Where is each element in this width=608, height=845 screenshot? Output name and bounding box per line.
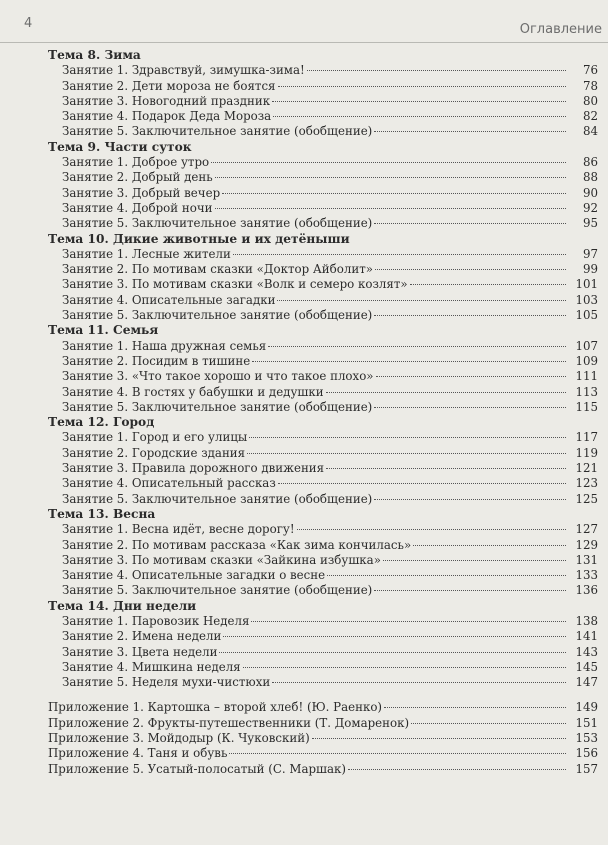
lesson-entry <box>0 538 608 553</box>
lesson-entry-title: Занятие 4. Описательные загадки <box>62 292 276 307</box>
lesson-entry-page: 86 <box>582 155 598 170</box>
lesson-entry <box>0 629 608 644</box>
appendix-entry-page: 153 <box>575 731 598 746</box>
lesson-entry-title: Занятие 2. Посидим в тишине <box>62 353 251 368</box>
lesson-entry <box>0 79 608 94</box>
lesson-entry-page: 97 <box>582 246 598 261</box>
dot-leader <box>272 101 566 102</box>
dot-leader <box>326 468 566 469</box>
appendix-entry <box>0 700 608 715</box>
lesson-entry <box>0 660 608 675</box>
dot-leader <box>374 315 566 316</box>
appendix-entry <box>0 746 608 761</box>
lesson-entry <box>0 369 608 384</box>
dot-leader <box>215 177 566 178</box>
lesson-entry-title: Занятие 5. Заключительное занятие (обобщение) <box>62 216 373 231</box>
lesson-entry-title: Занятие 1. Здравствуй, зимушка-зима! <box>62 63 305 78</box>
lesson-entry-page: 119 <box>575 445 598 460</box>
lesson-entry-page: 107 <box>575 338 598 353</box>
lesson-entry-title: Занятие 1. Весна идёт, весне дорогу! <box>62 522 295 537</box>
lesson-entry <box>0 568 608 583</box>
lesson-entry-title: Занятие 4. Описательные загадки о весне <box>62 568 326 583</box>
dot-leader <box>219 652 566 653</box>
dot-leader <box>229 753 566 754</box>
running-title: Оглавление <box>519 22 602 37</box>
topic-heading: Тема 12. Город <box>48 415 155 430</box>
lesson-entry <box>0 553 608 568</box>
lesson-entry-page: 147 <box>575 675 598 690</box>
lesson-entry <box>0 675 608 690</box>
lesson-entry-title: Занятие 5. Неделя мухи-чистюхи <box>62 675 271 690</box>
appendix-entry-title: Приложение 3. Мойдодыр (К. Чуковский) <box>48 731 310 746</box>
lesson-entry-title: Занятие 3. Новогодний праздник <box>62 93 271 108</box>
lesson-entry <box>0 63 608 78</box>
dot-leader <box>272 682 566 683</box>
dot-leader <box>233 254 566 255</box>
dot-leader <box>277 300 566 301</box>
lesson-entry-title: Занятие 1. Паровозик Неделя <box>62 613 250 628</box>
lesson-entry-title: Занятие 1. Город и его улицы <box>62 430 248 445</box>
dot-leader <box>278 86 567 87</box>
appendix-entry-title: Приложение 2. Фрукты-путешественники (Т. Домаренок) <box>48 715 410 730</box>
lesson-entry-page: 95 <box>582 216 598 231</box>
lesson-entry-title: Занятие 5. Заключительное занятие (обобщение) <box>62 124 373 139</box>
table-of-contents <box>0 48 608 777</box>
lesson-entry <box>0 109 608 124</box>
lesson-entry-title: Занятие 3. Цвета недели <box>62 644 218 659</box>
lesson-entry-page: 80 <box>582 93 598 108</box>
dot-leader <box>307 70 566 71</box>
lesson-entry <box>0 354 608 369</box>
lesson-entry-page: 129 <box>575 537 598 552</box>
lesson-entry-title: Занятие 5. Заключительное занятие (обобщение) <box>62 308 373 323</box>
lesson-entry-title: Занятие 2. По мотивам сказки «Доктор Айболит» <box>62 262 373 277</box>
lesson-entry-page: 76 <box>582 63 598 78</box>
lesson-entry-page: 101 <box>575 277 598 292</box>
dot-leader <box>384 707 566 708</box>
dot-leader <box>252 361 566 362</box>
lesson-entry-title: Занятие 5. Заключительное занятие (обобщение) <box>62 583 373 598</box>
dot-leader <box>251 621 566 622</box>
lesson-entry-title: Занятие 4. В гостях у бабушки и дедушки <box>62 384 324 399</box>
dot-leader <box>326 392 566 393</box>
lesson-entry-page: 113 <box>575 384 598 399</box>
lesson-entry-page: 121 <box>575 461 598 476</box>
lesson-entry <box>0 308 608 323</box>
appendix-spacer <box>0 690 608 700</box>
topic-heading: Тема 13. Весна <box>48 506 156 521</box>
lesson-entry <box>0 430 608 445</box>
lesson-entry-title: Занятие 1. Наша дружная семья <box>62 338 267 353</box>
appendix-entry-title: Приложение 5. Усатый-полосатый (С. Маршак) <box>48 761 347 776</box>
lesson-entry-title: Занятие 1. Лесные жители <box>62 246 231 261</box>
lesson-entry-title: Занятие 5. Заключительное занятие (обобщение) <box>62 399 373 414</box>
lesson-entry-title: Занятие 3. По мотивам сказки «Зайкина избушка» <box>62 552 381 567</box>
lesson-entry-page: 123 <box>575 476 598 491</box>
lesson-entry-page: 105 <box>575 308 598 323</box>
appendix-entry <box>0 716 608 731</box>
lesson-entry-title: Занятие 5. Заключительное занятие (обобщение) <box>62 491 373 506</box>
dot-leader <box>312 738 566 739</box>
appendix-entry-title: Приложение 1. Картошка – второй хлеб! (Ю. Раенко) <box>48 700 383 715</box>
lesson-entry-page: 133 <box>575 568 598 583</box>
lesson-entry-page: 145 <box>575 659 598 674</box>
lesson-entry-title: Занятие 4. Подарок Деда Мороза <box>62 109 272 124</box>
dot-leader <box>247 453 566 454</box>
lesson-entry-title: Занятие 2. Добрый день <box>62 170 213 185</box>
topic-heading: Тема 9. Части суток <box>48 139 192 154</box>
appendix-entry-page: 149 <box>575 700 598 715</box>
dot-leader <box>243 667 566 668</box>
lesson-entry-title: Занятие 2. Городские здания <box>62 445 246 460</box>
lesson-entry-title: Занятие 3. Добрый вечер <box>62 185 221 200</box>
dot-leader <box>223 636 566 637</box>
appendix-entry-page: 157 <box>575 761 598 776</box>
lesson-entry-page: 99 <box>582 262 598 277</box>
dot-leader <box>327 575 566 576</box>
dot-leader <box>211 162 566 163</box>
lesson-entry <box>0 94 608 109</box>
lesson-entry <box>0 400 608 415</box>
lesson-entry-page: 127 <box>575 522 598 537</box>
lesson-entry <box>0 645 608 660</box>
page-header <box>0 0 608 44</box>
dot-leader <box>374 407 566 408</box>
lesson-entry-title: Занятие 2. По мотивам рассказа «Как зима кончилась» <box>62 537 412 552</box>
appendix-entry <box>0 762 608 777</box>
dot-leader <box>410 284 566 285</box>
header-rule <box>0 42 608 43</box>
dot-leader <box>348 769 566 770</box>
lesson-entry-page: 84 <box>582 124 598 139</box>
lesson-entry-page: 78 <box>582 78 598 93</box>
lesson-entry <box>0 293 608 308</box>
lesson-entry <box>0 476 608 491</box>
lesson-entry-title: Занятие 4. Доброй ночи <box>62 200 213 215</box>
dot-leader <box>249 437 566 438</box>
dot-leader <box>413 545 566 546</box>
dot-leader <box>273 116 566 117</box>
dot-leader <box>374 131 566 132</box>
dot-leader <box>375 269 566 270</box>
lesson-entry <box>0 522 608 537</box>
lesson-entry-page: 136 <box>575 583 598 598</box>
lesson-entry-page: 90 <box>582 185 598 200</box>
dot-leader <box>278 483 566 484</box>
dot-leader <box>374 590 566 591</box>
lesson-entry-page: 143 <box>575 644 598 659</box>
lesson-entry <box>0 216 608 231</box>
lesson-entry <box>0 583 608 598</box>
lesson-entry-page: 125 <box>575 491 598 506</box>
page-number: 4 <box>24 16 33 31</box>
lesson-entry-title: Занятие 3. «Что такое хорошо и что такое плохо» <box>62 369 374 384</box>
dot-leader <box>376 376 566 377</box>
lesson-entry-page: 131 <box>575 552 598 567</box>
topic-heading: Тема 8. Зима <box>48 48 141 62</box>
lesson-entry <box>0 385 608 400</box>
lesson-entry-page: 88 <box>582 170 598 185</box>
lesson-entry-page: 117 <box>575 430 598 445</box>
lesson-entry-title: Занятие 2. Дети мороза не боятся <box>62 78 276 93</box>
lesson-entry-page: 141 <box>575 629 598 644</box>
lesson-entry-title: Занятие 4. Описательный рассказ <box>62 476 276 491</box>
lesson-entry <box>0 492 608 507</box>
lesson-entry <box>0 262 608 277</box>
appendix-entry-page: 156 <box>575 746 598 761</box>
lesson-entry <box>0 277 608 292</box>
dot-leader <box>297 529 566 530</box>
lesson-entry-title: Занятие 2. Имена недели <box>62 629 222 644</box>
dot-leader <box>222 193 566 194</box>
lesson-entry-title: Занятие 4. Мишкина неделя <box>62 659 241 674</box>
topic-heading: Тема 10. Дикие животные и их детёныши <box>48 231 350 246</box>
lesson-entry-title: Занятие 3. Правила дорожного движения <box>62 461 325 476</box>
topic-heading: Тема 11. Семья <box>48 323 159 338</box>
lesson-entry-page: 103 <box>575 292 598 307</box>
dot-leader <box>383 560 566 561</box>
lesson-entry-title: Занятие 3. По мотивам сказки «Волк и семеро козлят» <box>62 277 408 292</box>
lesson-entry-title: Занятие 1. Доброе утро <box>62 155 210 170</box>
lesson-entry <box>0 461 608 476</box>
lesson-entry <box>0 201 608 216</box>
lesson-entry <box>0 124 608 139</box>
lesson-entry <box>0 155 608 170</box>
lesson-entry-page: 82 <box>582 109 598 124</box>
dot-leader <box>374 223 566 224</box>
lesson-entry <box>0 614 608 629</box>
dot-leader <box>374 499 566 500</box>
dot-leader <box>268 346 566 347</box>
dot-leader <box>411 723 566 724</box>
lesson-entry-page: 115 <box>575 399 598 414</box>
lesson-entry <box>0 247 608 262</box>
topic-heading: Тема 14. Дни недели <box>48 598 197 613</box>
lesson-entry-page: 92 <box>582 200 598 215</box>
lesson-entry <box>0 186 608 201</box>
lesson-entry-page: 109 <box>575 353 598 368</box>
appendix-entry-page: 151 <box>575 715 598 730</box>
lesson-entry <box>0 170 608 185</box>
dot-leader <box>215 208 566 209</box>
appendix-entry <box>0 731 608 746</box>
lesson-entry-page: 111 <box>575 369 598 384</box>
appendix-entry-title: Приложение 4. Таня и обувь <box>48 746 228 761</box>
lesson-entry-page: 138 <box>575 613 598 628</box>
lesson-entry <box>0 446 608 461</box>
lesson-entry <box>0 339 608 354</box>
